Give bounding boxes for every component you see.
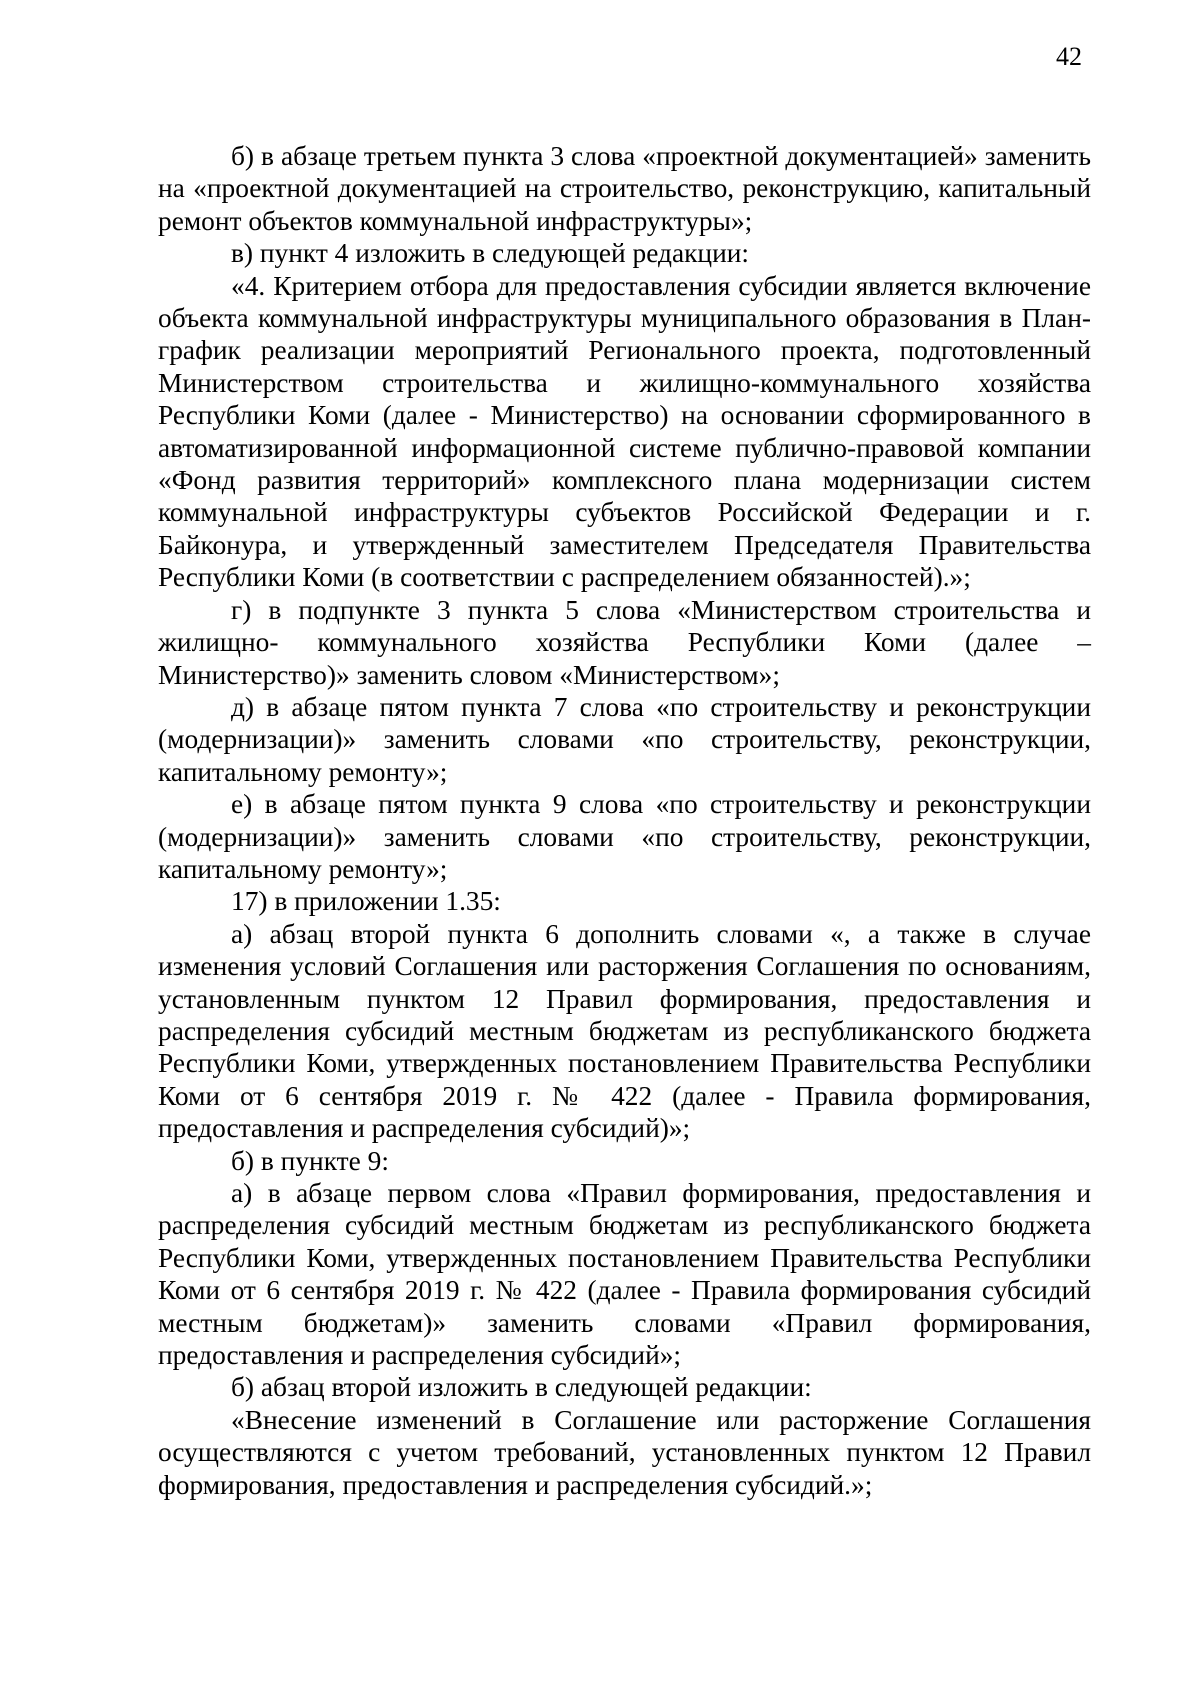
paragraph: в) пункт 4 изложить в следующей редакции: bbox=[231, 238, 750, 269]
paragraph: д) в абзаце пятом пункта 7 слова «по строительству и реконструкции (модернизации)» заменить словами «по строительству, реконструкции, капитальному ремонту»; bbox=[158, 691, 1091, 787]
paragraph: г) в подпункте 3 пункта 5 слова «Министерством строительства и жилищно- коммунального хозяйства Республики Коми (далее – Министерство)» заменить словом «Министерством»; bbox=[158, 594, 1091, 690]
paragraph: «Внесение изменений в Соглашение или расторжение Соглашения осуществляются с учетом требований, установленных пунктом 12 Правил формирования, предоставления и распределения субсидий.»; bbox=[158, 1404, 1091, 1500]
paragraph: а) абзац второй пункта 6 дополнить словами «, а также в случае изменения условий Соглашения или расторжения Соглашения по основаниям, установленным пунктом 12 Правил формирования, предоставления и распределения субсидий местным бюджетам из республиканского бюджета Республики Коми, утвержденных постановлением Правительства Республики Коми от 6 сентября 2019 г. № 422 (далее - Правила формирования, предоставления и распределения субсидий)»; bbox=[158, 918, 1091, 1144]
document-body bbox=[158, 140, 1091, 1501]
paragraph: е) в абзаце пятом пункта 9 слова «по строительству и реконструкции (модернизации)» заменить словами «по строительству, реконструкции, капитальному ремонту»; bbox=[158, 789, 1091, 884]
paragraph: 17) в приложении 1.35: bbox=[231, 886, 501, 917]
paragraph: а) в абзаце первом слова «Правил формирования, предоставления и распределения субсидий местным бюджетам из республиканского бюджета Республики Коми, утвержденных постановлением Правительства Республики Коми от 6 сентября 2019 г. № 422 (далее - Правила формирования субсидий местным бюджетам)» заменить словами «Правил формирования, предоставления и распределения субсидий»; bbox=[158, 1178, 1091, 1371]
paragraph: б) абзац второй изложить в следующей редакции: bbox=[231, 1372, 812, 1403]
paragraph: б) в абзаце третьем пункта 3 слова «проектной документацией» заменить на «проектной документацией на строительство, реконструкцию, капитальный ремонт объектов коммунальной инфраструктуры»; bbox=[158, 141, 1091, 236]
page-number: 42 bbox=[1056, 42, 1082, 71]
paragraph: б) в пункте 9: bbox=[231, 1145, 389, 1176]
paragraph: «4. Критерием отбора для предоставления субсидии является включение объекта коммунальной инфраструктуры муниципального образования в План-график реализации мероприятий Регионального проекта, подготовленный Министерством строительства и жилищно-коммунального хозяйства Республики Коми (далее - Министерство) на основании сформированного в автоматизированной информационной системе публично-правовой компании «Фонд развития территорий» комплексного плана модернизации систем коммунальной инфраструктуры субъектов Российской Федерации и г. Байконура, и утвержденный заместителем Председателя Правительства Республики Коми (в соответствии с распределением обязанностей).»; bbox=[158, 270, 1091, 593]
